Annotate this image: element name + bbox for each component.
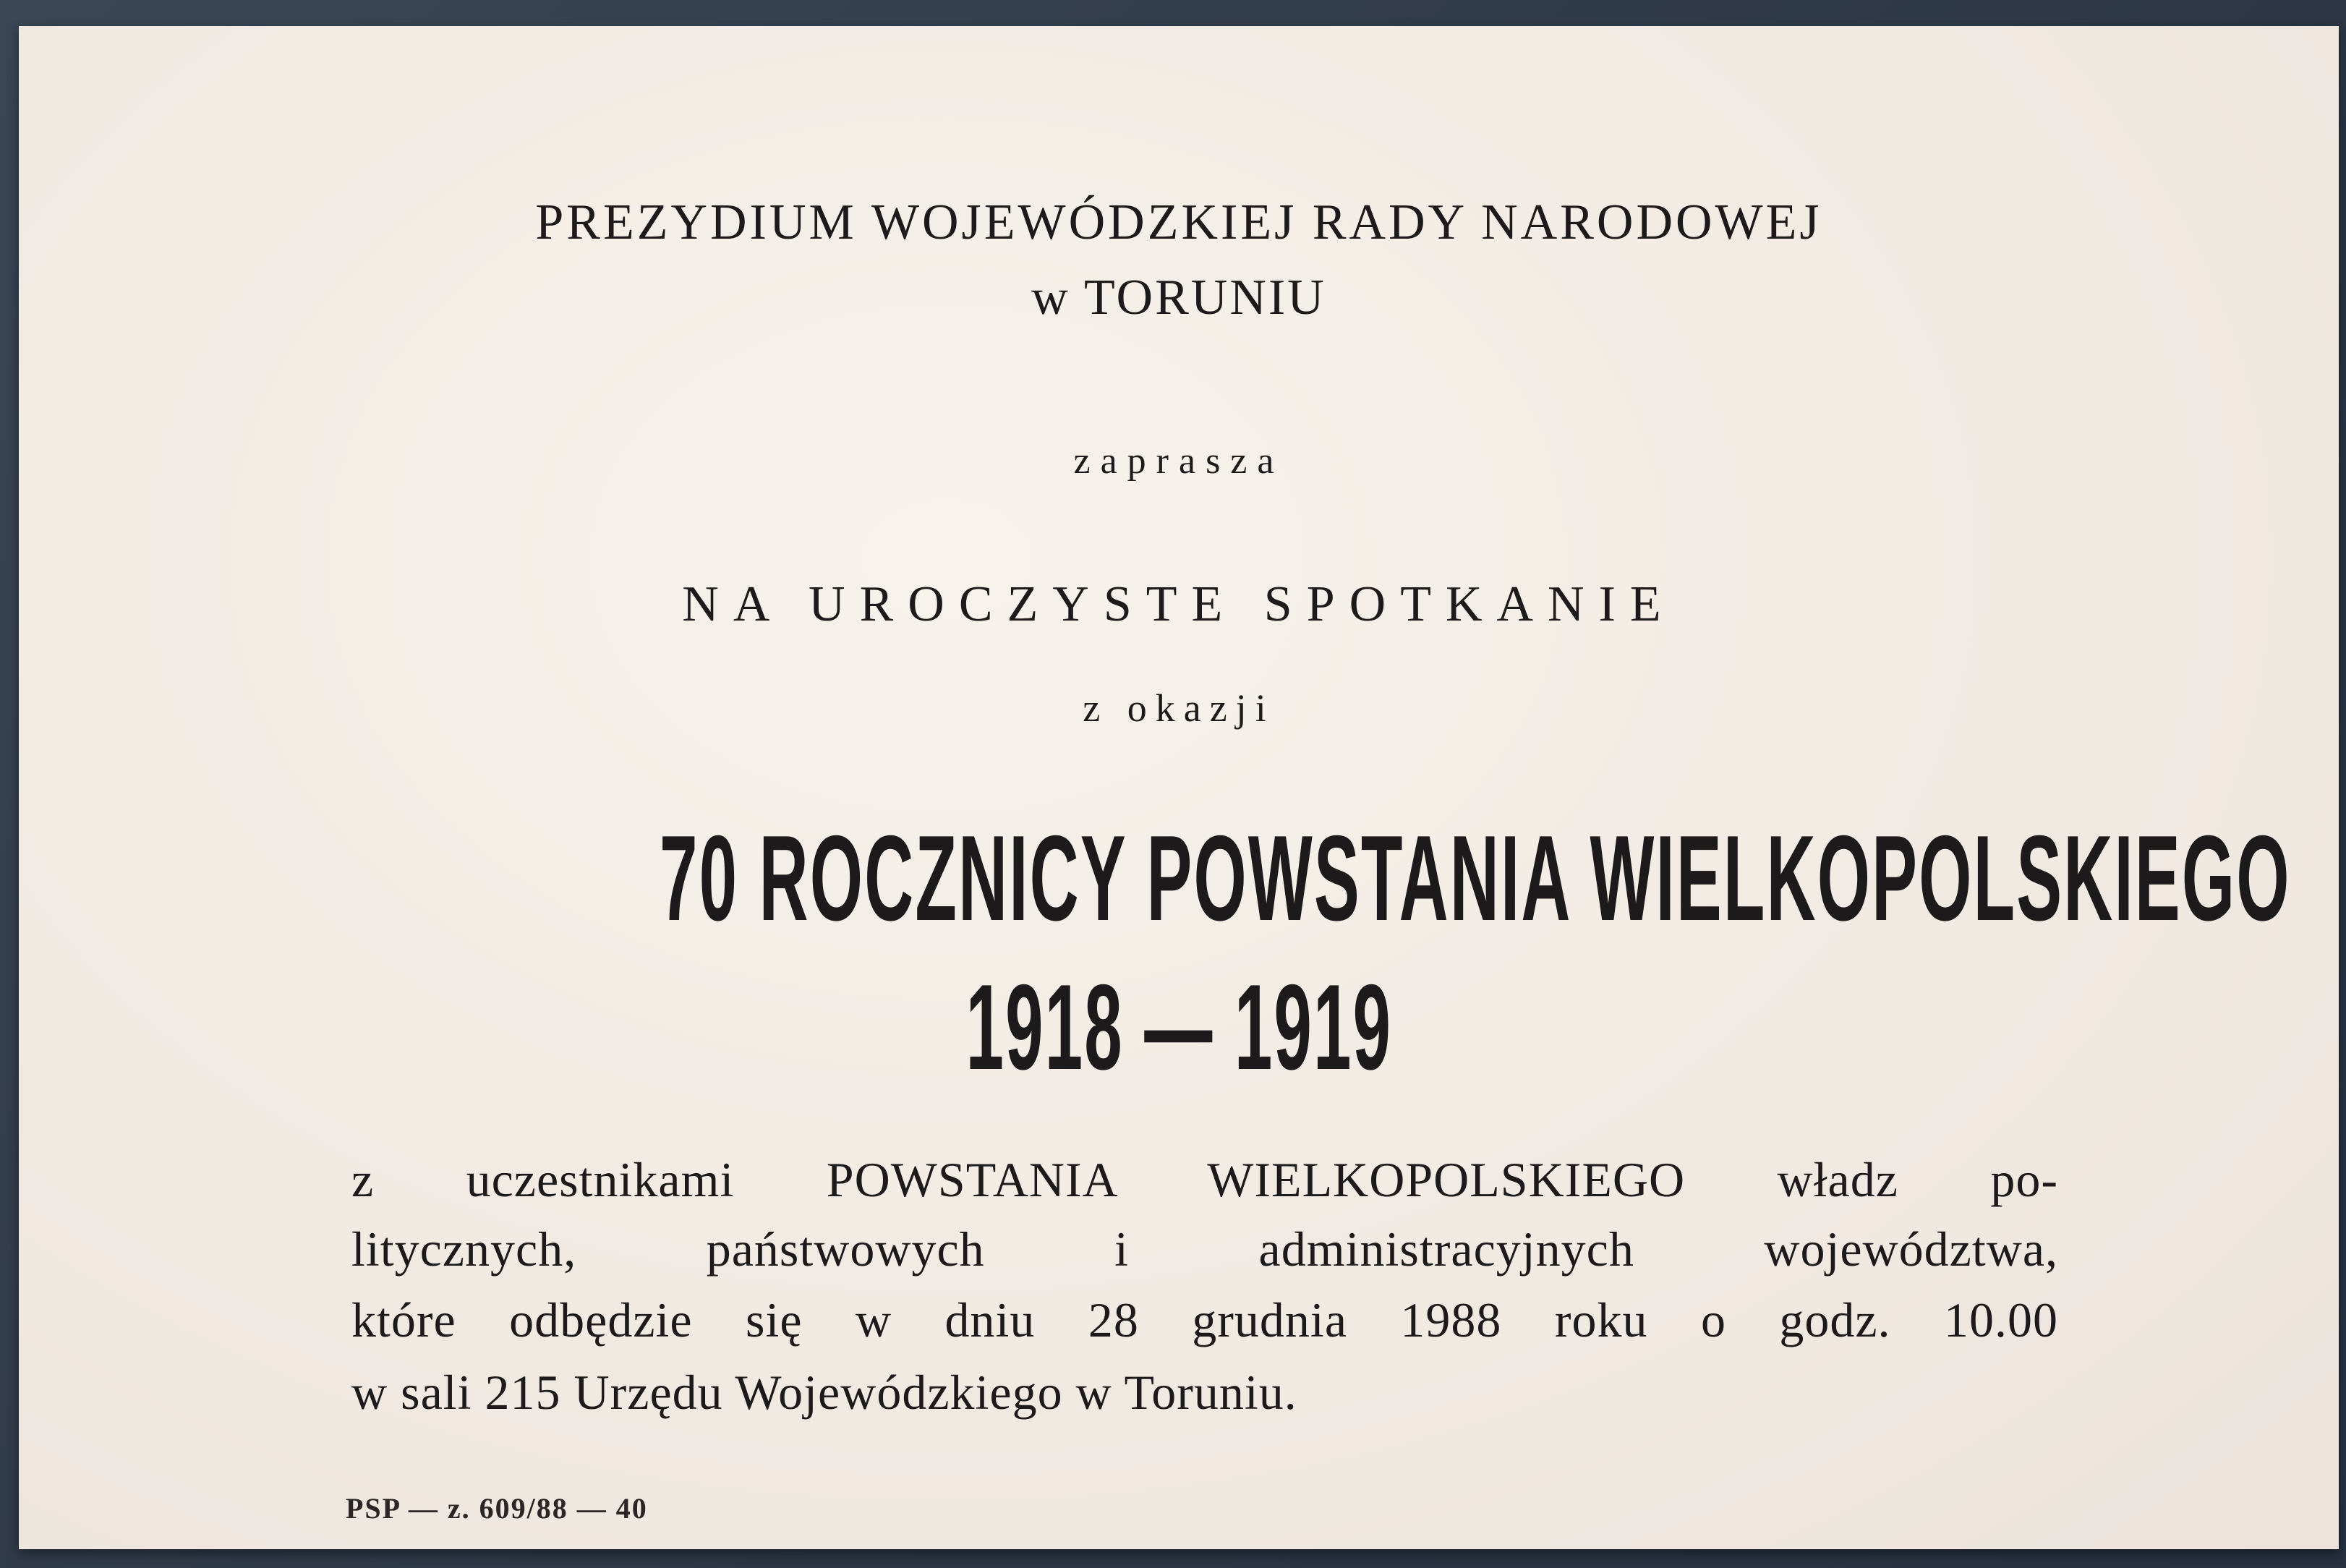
invites-text: zaprasza	[1073, 440, 1284, 482]
body-line-1: z uczestnikami POWSTANIA WIELKOPOLSKIEGO władz po-	[351, 1152, 2058, 1207]
anniversary-heading	[19, 809, 2339, 948]
years-heading-text: 1918 — 1919	[965, 959, 1392, 1095]
years-heading	[19, 958, 2339, 1097]
meeting-title: NA UROCZYSTE SPOTKANIE	[682, 576, 1676, 632]
body-line-4: w sali 215 Urzędu Wojewódzkiego w Toruniu.	[351, 1365, 1297, 1420]
body-line-3: które odbędzie się w dniu 28 grudnia 1988 roku o godz. 10.00	[351, 1292, 2058, 1347]
issuer-line-1: PREZYDIUM WOJEWÓDZKIEJ RADY NARODOWEJ	[535, 195, 1822, 250]
occasion-prefix: z okazji	[1083, 686, 1275, 730]
print-code: PSP — z. 609/88 — 40	[346, 1492, 648, 1525]
body-line-2: litycznych, państwowych i administracyjnych województwa,	[351, 1222, 2058, 1277]
invitation-card	[19, 26, 2339, 1549]
issuer-line-2: w TORUNIU	[1031, 270, 1326, 325]
anniversary-heading-text: 70 ROCZNICY POWSTANIA WIELKOPOLSKIEGO	[660, 810, 2291, 946]
